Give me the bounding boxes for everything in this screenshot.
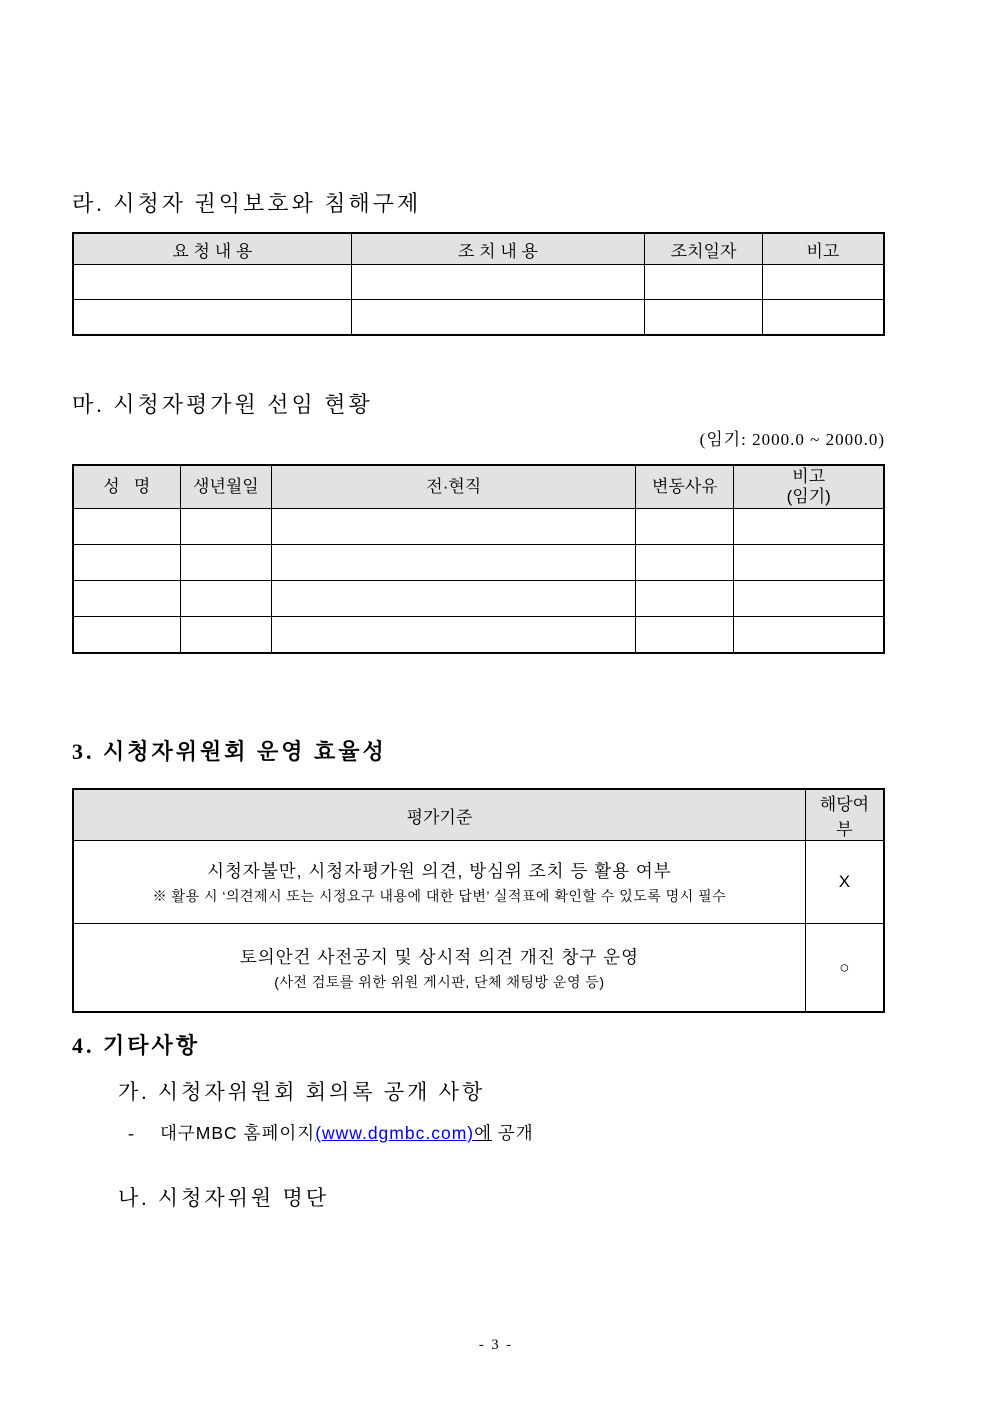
request-table-header: 조치일자	[645, 233, 763, 265]
empty-cell	[180, 545, 272, 581]
section-ma-title: 마. 시청자평가원 선임 현황	[72, 392, 373, 417]
empty-cell	[734, 617, 884, 654]
page-number: - 3 -	[478, 1337, 514, 1353]
section-4-title: 4. 기타사항	[72, 1033, 201, 1058]
empty-cell	[734, 581, 884, 617]
evaluator-table-header: 변동사유	[636, 465, 734, 509]
empty-cell	[180, 617, 272, 654]
criteria-table-header: 해당여부	[805, 789, 884, 841]
empty-cell	[645, 265, 763, 300]
empty-cell	[272, 617, 636, 654]
empty-cell	[636, 545, 734, 581]
evaluator-table-header: 생년월일	[180, 465, 272, 509]
homepage-disclosure-line	[128, 1120, 534, 1145]
evaluator-table-header-row	[73, 465, 884, 509]
evaluator-table-header	[734, 465, 884, 509]
homepage-link[interactable]: (www.dgmbc.com)	[315, 1123, 475, 1143]
criteria-value: X	[805, 841, 884, 924]
empty-cell	[351, 300, 645, 336]
criteria-cell	[73, 841, 805, 924]
table-row	[73, 841, 884, 924]
table-row	[73, 265, 884, 300]
homepage-link-prefix: 대구MBC 홈페이지	[160, 1123, 316, 1143]
dash-bullet: -	[128, 1123, 135, 1143]
empty-cell	[180, 509, 272, 545]
empty-cell	[272, 545, 636, 581]
table-row	[73, 924, 884, 1013]
subsection-na-title: 나. 시청자위원 명단	[118, 1186, 330, 1210]
empty-cell	[73, 265, 351, 300]
criteria-note-text: (사전 검토를 위한 위원 게시판, 단체 채팅방 운영 등)	[274, 973, 605, 990]
empty-cell	[73, 509, 180, 545]
empty-cell	[636, 509, 734, 545]
empty-cell	[73, 617, 180, 654]
empty-cell	[636, 581, 734, 617]
empty-cell	[734, 545, 884, 581]
request-table-header: 비고	[762, 233, 884, 265]
table-row	[73, 545, 884, 581]
homepage-link-particle: 에	[474, 1123, 493, 1143]
empty-cell	[272, 581, 636, 617]
table-row	[73, 617, 884, 654]
empty-cell	[73, 581, 180, 617]
empty-cell	[762, 265, 884, 300]
request-table-header-row	[73, 233, 884, 265]
empty-cell	[734, 509, 884, 545]
empty-cell	[636, 617, 734, 654]
section-3-title: 3. 시청자위원회 운영 효율성	[72, 739, 387, 764]
header-line: 비고	[792, 467, 826, 487]
term-note: (임기: 2000.0 ~ 2000.0)	[699, 430, 885, 449]
request-table	[72, 232, 885, 336]
empty-cell	[180, 581, 272, 617]
evaluator-table-header: 전·현직	[272, 465, 636, 509]
subsection-ga-title: 가. 시청자위원회 회의록 공개 사항	[118, 1080, 486, 1104]
criteria-value: ○	[805, 924, 884, 1013]
homepage-link-tail: 공개	[492, 1123, 534, 1143]
criteria-main-text: 시청자불만, 시청자평가원 의견, 방심위 조치 등 활용 여부	[207, 861, 672, 881]
evaluator-table	[72, 464, 885, 654]
request-table-header: 요 청 내 용	[73, 233, 351, 265]
empty-cell	[645, 300, 763, 336]
empty-cell	[73, 545, 180, 581]
criteria-cell	[73, 924, 805, 1013]
table-row	[73, 300, 884, 336]
empty-cell	[351, 265, 645, 300]
empty-cell	[73, 300, 351, 336]
request-table-header: 조 치 내 용	[351, 233, 645, 265]
criteria-main-text: 토의안건 사전공지 및 상시적 의견 개진 창구 운영	[239, 946, 639, 967]
criteria-table-header: 평가기준	[73, 789, 805, 841]
criteria-table	[72, 788, 885, 1013]
header-line: (임기)	[786, 487, 831, 506]
empty-cell	[272, 509, 636, 545]
criteria-note-text: ※ 활용 시 ‘의견제시 또는 시정요구 내용에 대한 답변’ 실적표에 확인할 수 있도록 명시 필수	[152, 888, 727, 904]
table-row	[73, 509, 884, 545]
table-row	[73, 581, 884, 617]
empty-cell	[762, 300, 884, 336]
evaluator-table-header: 성 명	[73, 465, 180, 509]
section-ra-title: 라. 시청자 권익보호와 침해구제	[72, 191, 422, 216]
criteria-table-header-row	[73, 789, 884, 841]
